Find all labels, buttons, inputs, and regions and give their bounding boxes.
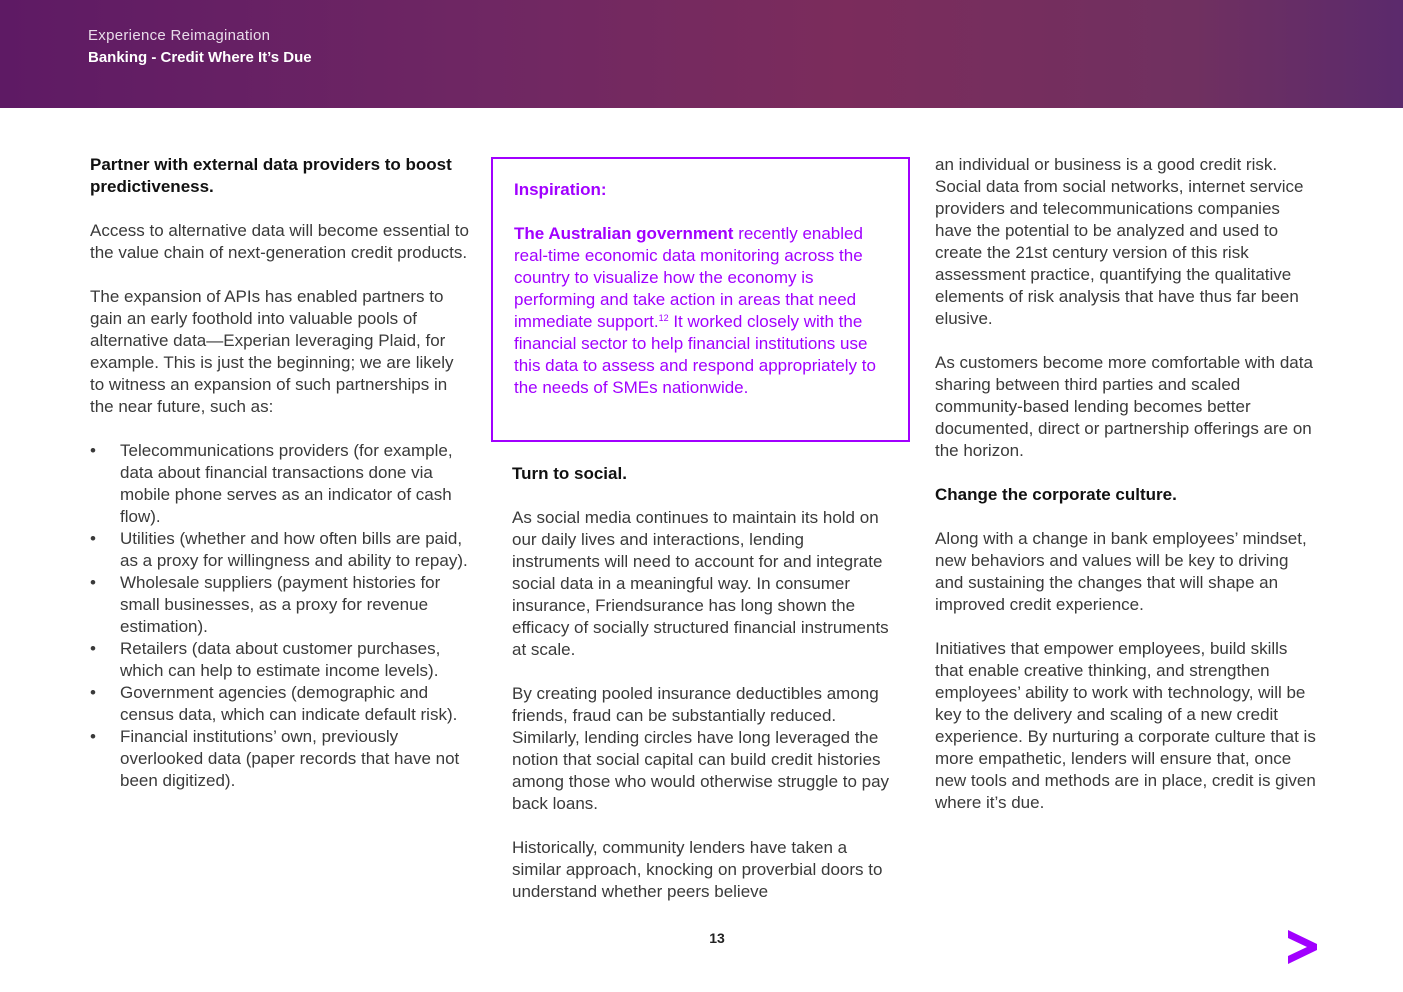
inspiration-callout-box	[491, 157, 910, 442]
bullet-icon: •	[90, 683, 96, 702]
inspiration-title: Inspiration:	[514, 180, 607, 199]
section-heading-social: Turn to social.	[512, 464, 627, 483]
inspiration-text	[514, 223, 894, 399]
list-item	[90, 528, 470, 572]
list-item	[90, 638, 470, 682]
paragraph: As social media continues to maintain its hold on our daily lives and interactions, lending instruments will need to account for and integrate social data in a meaningful way. In consumer insurance, Friendsurance has long shown the efficacy of socially structured financial instruments at scale.	[512, 508, 889, 659]
page-number: 13	[709, 930, 725, 946]
paragraph: Initiatives that empower employees, build skills that enable creative thinking, and strengthen employees’ ability to work with technology, will be key to the delivery and scaling of a new credit experience. By nurturing a corporate culture that is more empathetic, lenders will ensure that, once new tools and methods are in place, credit is given where it’s due.	[935, 639, 1316, 812]
inspiration-lead: The Australian government	[514, 224, 734, 243]
paragraph: The expansion of APIs has enabled partners to gain an early foothold into valuable pools of alternative data—Experian leveraging Plaid, for example. This is just the beginning; we are likely to witness an expansion of such partnerships in the near future, such as:	[90, 287, 454, 416]
bullet-icon: •	[90, 573, 96, 592]
column-right	[935, 154, 1317, 836]
bullet-icon: •	[90, 727, 96, 746]
paragraph: By creating pooled insurance deductibles among friends, fraud can be substantially reduced. Similarly, lending circles have long leveraged the notion that social capital can build credit histories among those who would otherwise struggle to pay back loans.	[512, 684, 890, 813]
column-left	[90, 154, 470, 792]
header-banner	[0, 0, 1403, 108]
paragraph: Historically, community lenders have taken a similar approach, knocking on proverbial doors to understand whether peers believe	[512, 838, 883, 901]
paragraph: Along with a change in bank employees’ mindset, new behaviors and values will be key to driving and sustaining the changes that will shape an improved credit experience.	[935, 529, 1307, 614]
section-heading-partner: Partner with external data providers to boost predictiveness.	[90, 155, 452, 196]
column-middle	[512, 463, 890, 925]
document-title: Banking - Credit Where It’s Due	[88, 49, 312, 66]
paragraph: an individual or business is a good credit risk. Social data from social networks, internet service providers and telecommunications companies have the potential to be analyzed and used to create the 21st century version of this risk assessment practice, quantifying the qualitative elements of risk analysis that have thus far been elusive.	[935, 155, 1304, 328]
footnote-reference: 12	[658, 313, 669, 323]
list-item	[90, 682, 470, 726]
list-item	[90, 726, 470, 792]
accenture-greater-than-icon	[1285, 930, 1317, 964]
section-heading-culture: Change the corporate culture.	[935, 485, 1177, 504]
inspiration-content	[514, 179, 894, 399]
bullet-icon: •	[90, 529, 96, 548]
bullet-list	[90, 440, 470, 792]
list-item-text: Government agencies (demographic and census data, which can indicate default risk).	[120, 683, 458, 724]
inspiration-text-part2: It worked closely with the financial sector to help financial institutions use this data to assess and respond appropriately to the needs of SMEs nationwide.	[514, 312, 876, 397]
list-item	[90, 440, 470, 528]
list-item-text: Wholesale suppliers (payment histories for small businesses, as a proxy for revenue estimation).	[120, 573, 441, 636]
series-kicker: Experience Reimagination	[88, 27, 271, 44]
list-item-text: Financial institutions’ own, previously overlooked data (paper records that have not been digitized).	[120, 727, 460, 790]
bullet-icon: •	[90, 441, 96, 460]
paragraph: As customers become more comfortable with data sharing between third parties and scaled community-based lending becomes better documented, direct or partnership offerings are on the horizon.	[935, 353, 1313, 460]
paragraph: Access to alternative data will become essential to the value chain of next-generation credit products.	[90, 221, 469, 262]
inspiration-text-part1: recently enabled real-time economic data monitoring across the country to visualize how the economy is performing and take action in areas that need immediate support.	[514, 224, 863, 331]
list-item-text: Telecommunications providers (for example, data about financial transactions done via mobile phone serves as an indicator of cash flow).	[120, 441, 453, 526]
list-item-text: Utilities (whether and how often bills are paid, as a proxy for willingness and ability to repay).	[120, 529, 468, 570]
list-item-text: Retailers (data about customer purchases, which can help to estimate income levels).	[120, 639, 441, 680]
bullet-icon: •	[90, 639, 96, 658]
list-item	[90, 572, 470, 638]
